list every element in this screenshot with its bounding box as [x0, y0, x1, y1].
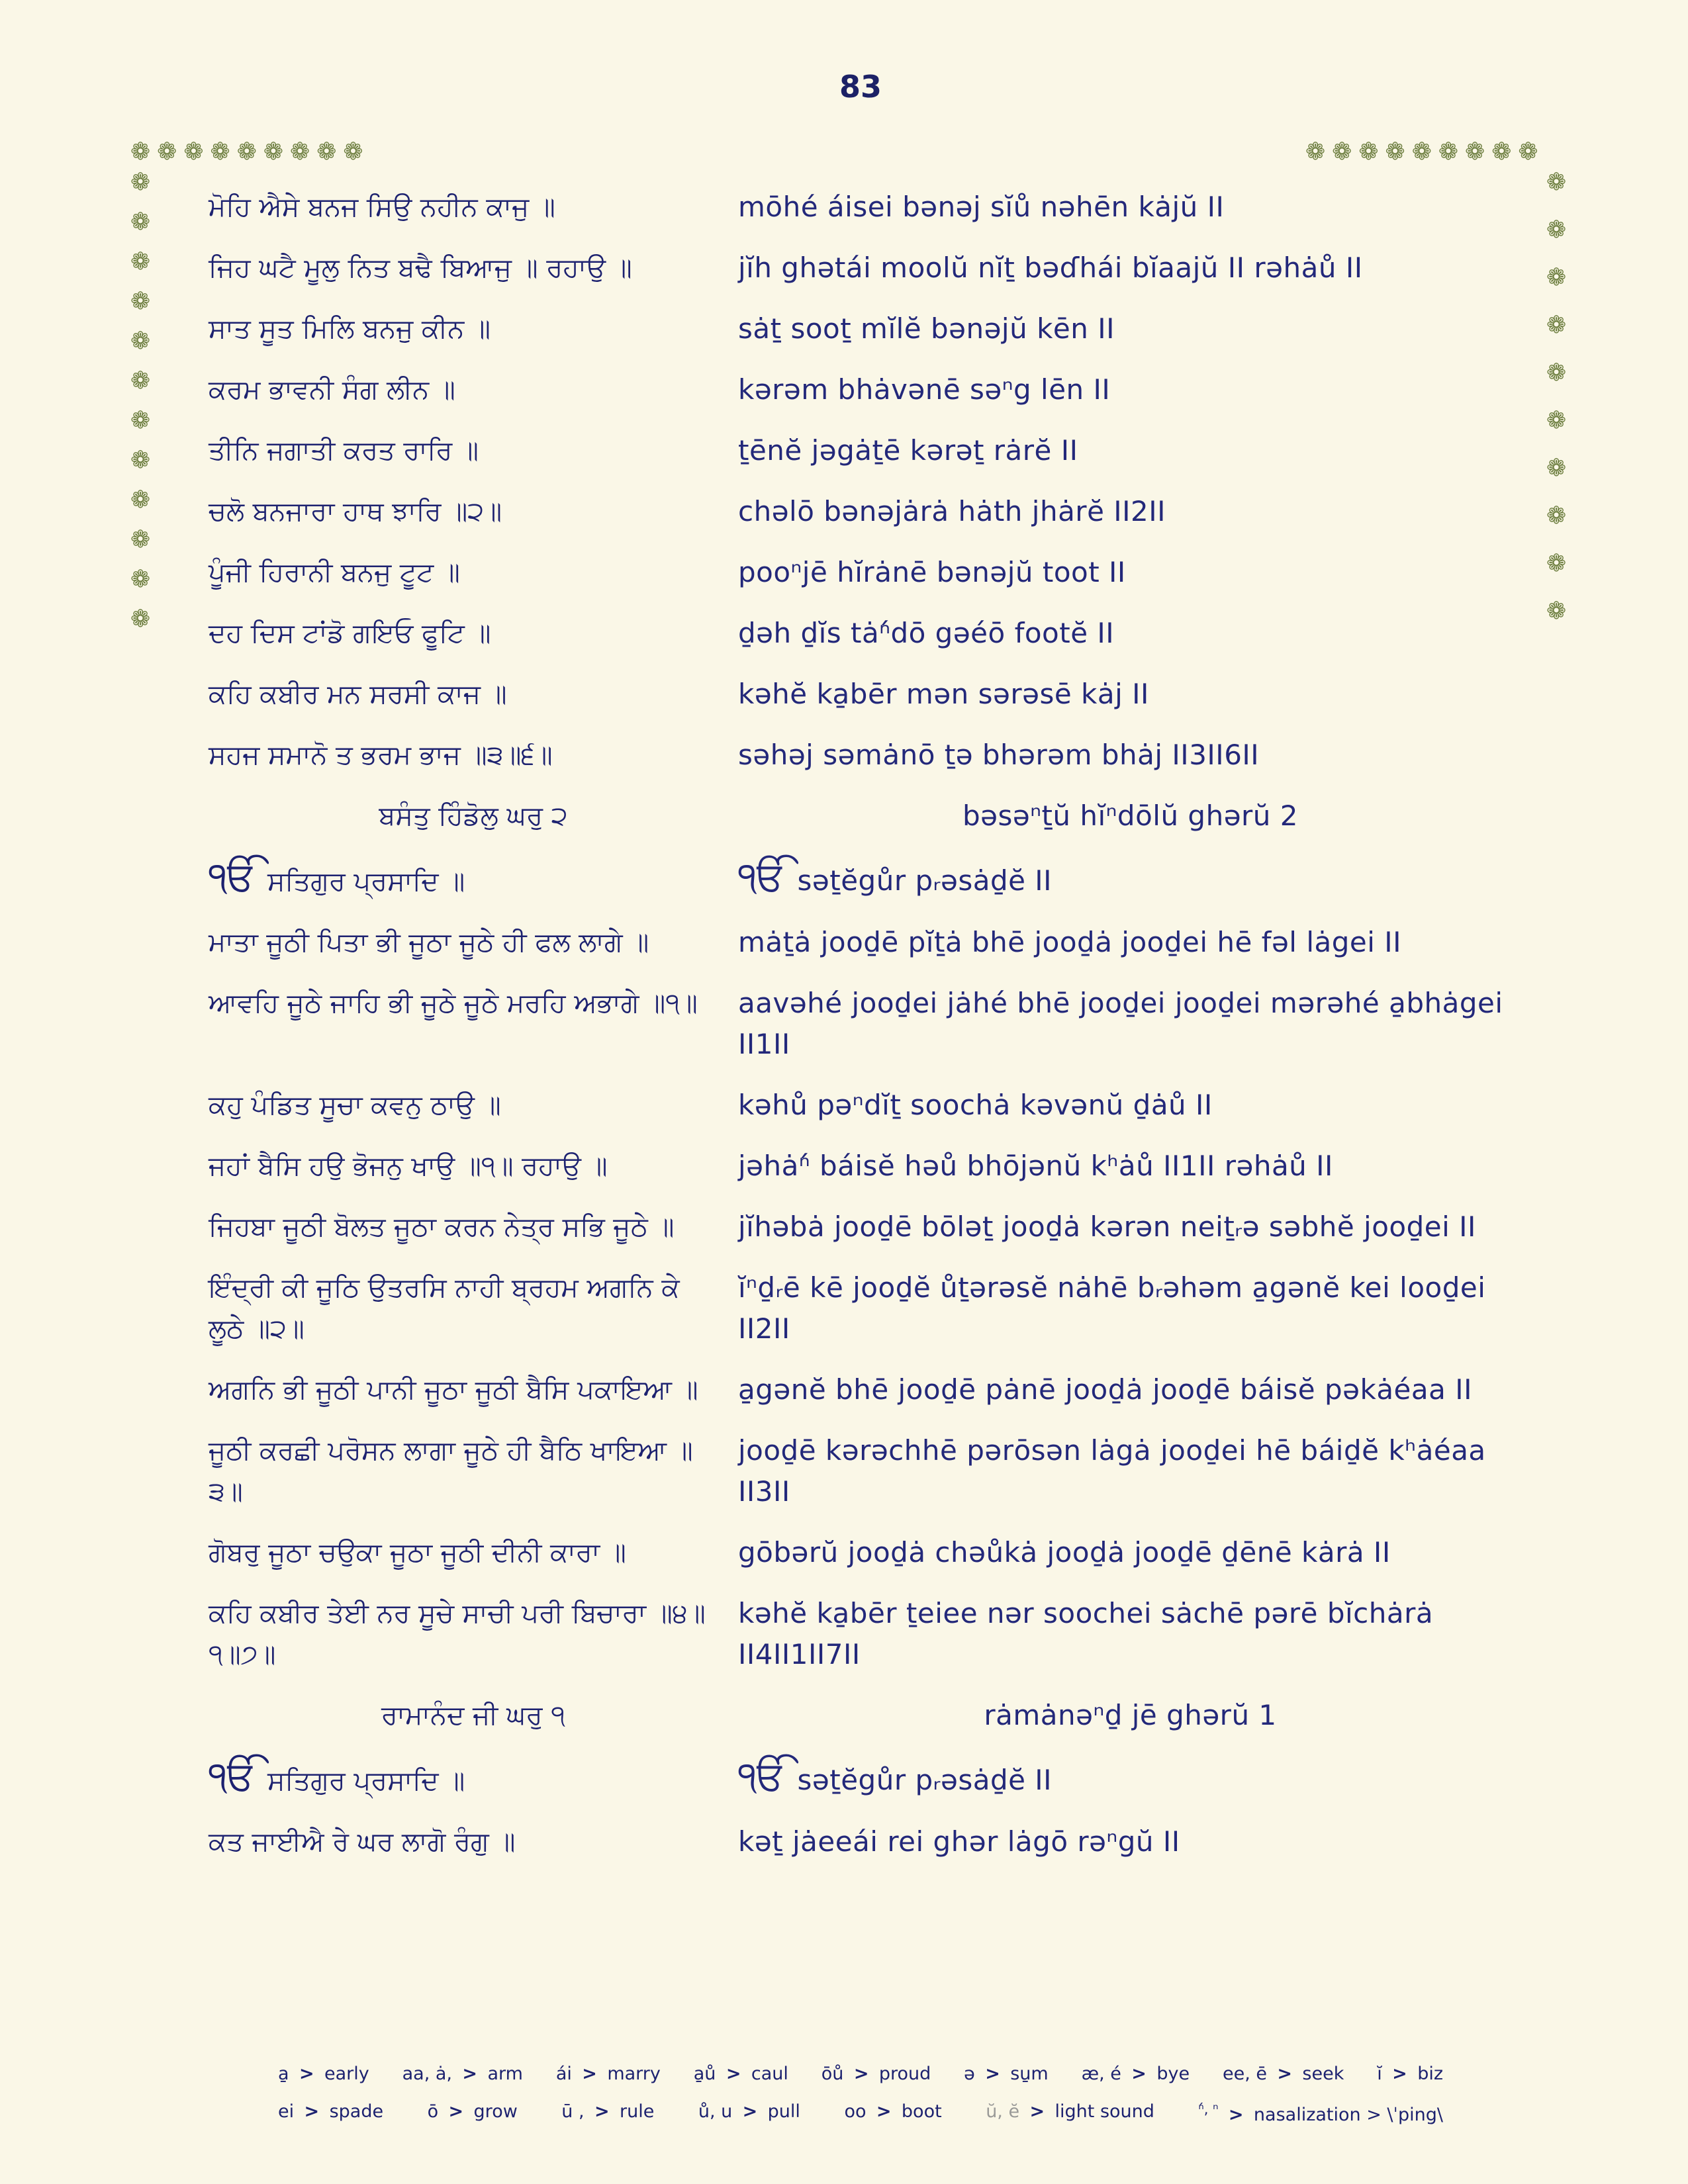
verse-row: [209, 187, 1523, 228]
flower-icon: ❁: [1518, 138, 1538, 165]
ik-onkar-symbol: ੴ: [209, 854, 258, 900]
legend-key: aa, ȧ,: [402, 2064, 453, 2084]
legend-key: ee, ē: [1222, 2064, 1267, 2084]
romanization-text: [738, 1821, 1523, 1862]
romanization-text: [738, 248, 1523, 289]
flower-icon: ❁: [130, 486, 151, 514]
romanization-text: [738, 856, 1523, 901]
flower-icon: ❁: [1546, 502, 1567, 529]
verse-row: [209, 735, 1523, 776]
gurmukhi-line: ਅਗਨਿ ਭੀ ਜੂਠੀ ਪਾਨੀ ਜੂਠਾ ਜੂਠੀ ਬੈਸਿ ਪਕਾਇਆ ॥: [209, 1375, 698, 1405]
verse-row: [209, 552, 1523, 593]
romanization-text: [738, 1369, 1523, 1410]
legend-item: [402, 2064, 523, 2084]
gurmukhi-line: ਰਾਮਾਨੰਦ ਜੀ ਘਰੁ ੧: [381, 1700, 566, 1731]
verse-row: [209, 1206, 1523, 1248]
legend-key: ə: [964, 2064, 975, 2084]
romanization-text: [738, 1753, 1523, 1801]
romanization-text: [738, 1532, 1523, 1573]
gurmukhi-line: ਪੂੰਜੀ ਹਿਰਾਨੀ ਬਨਜੁ ਟੂਟ ॥: [209, 557, 460, 588]
flower-icon: ❁: [130, 606, 151, 633]
gurmukhi-line: ਸਹਜ ਸਮਾਨੋ ਤ ਭਰਮ ਭਾਜ ॥੩॥੬॥: [209, 740, 553, 770]
legend-value: su̱m: [1010, 2064, 1049, 2084]
legend-value: light sound: [1055, 2101, 1154, 2122]
gurmukhi-text: [209, 1593, 738, 1675]
legend-key: ōů: [821, 2064, 844, 2084]
legend-key: ⁿ́, ⁿ: [1198, 2101, 1219, 2117]
legend-row-2: [278, 2101, 1443, 2125]
legend-key: ŭ, ĕ: [986, 2101, 1020, 2122]
flower-icon: ❁: [157, 138, 177, 165]
roman-line: chəlō bənəjȧrȧ hȧth jhȧrĕ II2II: [738, 495, 1166, 527]
flower-icon: ❁: [1546, 312, 1567, 339]
gurmukhi-text: [209, 1085, 738, 1126]
flower-icon: ❁: [130, 248, 151, 275]
roman-line: ṯēnĕ jəgȧṯē kərəṯ rȧrĕ II: [738, 434, 1078, 467]
roman-line: aavəhé jooḏei jȧhé bhē jooḏei jooḏei mərəhé a̱bhȧgei II1II: [738, 987, 1503, 1060]
roman-line: kəṯ jȧeeái rei ghər lȧgō rəⁿgŭ II: [738, 1825, 1180, 1858]
flower-icon: ❁: [130, 447, 151, 474]
romanization-text: [738, 552, 1523, 593]
gurmukhi-line: ਸਤਿਗੁਰ ਪ੍ਰਸਾਦਿ ॥: [267, 1766, 465, 1796]
legend-key: a̱: [278, 2064, 289, 2084]
gurmukhi-text: [209, 674, 738, 715]
flower-icon: ❁: [290, 138, 310, 165]
greater-than-icon: >: [978, 2064, 1007, 2084]
roman-line: mōhé áisei bənəj sĭů nəhēn kȧjŭ II: [738, 191, 1225, 223]
ik-onkar-symbol: ੴ: [209, 1753, 258, 1799]
verse-row: [209, 613, 1523, 654]
gurmukhi-text: [209, 430, 738, 471]
verse-row: [209, 674, 1523, 715]
greater-than-icon: >: [1270, 2064, 1299, 2084]
verse-row: [209, 922, 1523, 963]
greater-than-icon: >: [1385, 2064, 1414, 2084]
gurmukhi-text: [209, 796, 738, 837]
ornament-row-top-right: [1305, 140, 1538, 164]
flower-icon: ❁: [130, 138, 151, 165]
romanization-text: [738, 430, 1523, 471]
verse-row: [209, 248, 1523, 289]
gurmukhi-line: ਸਤਿਗੁਰ ਪ੍ਰਸਾਦਿ ॥: [267, 866, 465, 897]
roman-line: kəhů pəⁿdĭṯ soochȧ kəvənŭ ḏȧů II: [738, 1089, 1213, 1121]
ornament-column-right: [1546, 171, 1566, 623]
gurmukhi-text: [209, 922, 738, 963]
romanization-text: [738, 1430, 1523, 1512]
legend-key: ĭ: [1377, 2064, 1382, 2084]
gurmukhi-line: ਮਾਤਾ ਜੂਠੀ ਪਿਤਾ ਭੀ ਜੂਠਾ ਜੂਠੇ ਹੀ ਫਲ ਲਾਗੇ ॥: [209, 927, 649, 958]
flower-icon: ❁: [183, 138, 204, 165]
roman-line: kəhĕ ka̱bēr mən sərəsē kȧj II: [738, 678, 1149, 710]
flower-icon: ❁: [1411, 138, 1432, 165]
gurmukhi-text: [209, 735, 738, 776]
ornament-column-left: [130, 171, 150, 631]
roman-line: gōbərŭ jooḏȧ chəůkȧ jooḏȧ jooḏē ḏēnē kȧrȧ II: [738, 1536, 1391, 1569]
roman-line: ĭⁿḏᵣē kē jooḏĕ ůṯərəsĕ nȧhē bᵣəhəm a̱gənĕ kei looḏei II2II: [738, 1271, 1486, 1345]
gurmukhi-line: ਚਲੋ ਬਨਜਾਰਾ ਹਾਥ ਝਾਰਿ ॥੨॥: [209, 496, 502, 527]
flower-icon: ❁: [130, 328, 151, 355]
gurmukhi-line: ਗੋਬਰੁ ਜੂਠਾ ਚਉਕਾ ਜੂਠਾ ਜੂਠੀ ਦੀਨੀ ਕਾਰਾ ॥: [209, 1537, 626, 1568]
roman-line: jĭh ghətái moolŭ nĭṯ bəɗhái bĭaajŭ II rəhȧů II: [738, 251, 1363, 284]
gurmukhi-text: [209, 983, 738, 1024]
roman-line: jəhȧⁿ́ báisĕ həů bhōjənŭ kʰȧů II1II rəhȧů II: [738, 1150, 1333, 1182]
romanization-text: [738, 491, 1523, 532]
greater-than-icon: >: [736, 2101, 764, 2122]
ornament-row-top-left: [130, 140, 363, 164]
romanization-text: [738, 922, 1523, 963]
legend-item: [556, 2064, 661, 2084]
romanization-text: [738, 1085, 1523, 1126]
legend-row-1: [278, 2064, 1443, 2084]
verse-row: [209, 308, 1523, 349]
romanization-text: [738, 674, 1523, 715]
legend-value: spade: [329, 2101, 384, 2122]
flower-icon: ❁: [1546, 264, 1567, 291]
flower-icon: ❁: [1358, 138, 1379, 165]
flower-icon: ❁: [263, 138, 284, 165]
roman-line: mȧṯȧ jooḏē pĭṯȧ bhē jooḏȧ jooḏei hē fəl lȧgei II: [738, 926, 1402, 958]
verse-row: [209, 1753, 1523, 1801]
gurmukhi-line: ਜਹਾਂ ਬੈਸਿ ਹਉ ਭੋਜਨੁ ਖਾਉ ॥੧॥ ਰਹਾਉ ॥: [209, 1151, 608, 1181]
gurmukhi-text: [209, 856, 738, 902]
legend-item: [278, 2064, 369, 2084]
legend-key: æ, é: [1081, 2064, 1121, 2084]
gurmukhi-line: ਸਾਤ ਸੂਤ ਮਿਲਿ ਬਨਜੁ ਕੀਨ ॥: [209, 314, 491, 344]
gurmukhi-line: ਜਿਹ ਘਟੈ ਮੂਲੁ ਨਿਤ ਬਢੈ ਬਿਆਜੁ ॥ ਰਹਾਉ ॥: [209, 253, 632, 283]
legend-item: [561, 2101, 654, 2125]
legend-key: ū ,: [561, 2101, 585, 2122]
legend-key: ō: [427, 2101, 439, 2122]
flower-icon: ❁: [210, 138, 230, 165]
verse-row: [209, 1821, 1523, 1862]
legend-item: [428, 2101, 518, 2125]
legend-item: [278, 2101, 383, 2125]
flower-icon: ❁: [130, 566, 151, 593]
legend-value: marry: [607, 2064, 661, 2084]
gurmukhi-line: ਕਹੁ ਪੰਡਿਤ ਸੂਚਾ ਕਵਨੁ ਠਾਉ ॥: [209, 1090, 501, 1120]
gurmukhi-line: ਕਹਿ ਕਬੀਰ ਮਨ ਸਰਸੀ ਕਾਜ ॥: [209, 679, 507, 709]
legend-value: early: [324, 2064, 369, 2084]
verse-row: [209, 983, 1523, 1065]
flower-icon: ❁: [1465, 138, 1485, 165]
flower-icon: ❁: [316, 138, 337, 165]
roman-line: jĭhəbȧ jooḏē bōləṯ jooḏȧ kərən neiṯᵣə səbhĕ jooḏei II: [738, 1210, 1476, 1243]
flower-icon: ❁: [1546, 550, 1567, 577]
roman-line: səhəj səmȧnō ṯə bhərəm bhȧj II3II6II: [738, 739, 1260, 771]
roman-line: jooḏē kərəchhē pərōsən lȧgȧ jooḏei hē báiḏĕ kʰȧéaa II3II: [738, 1434, 1486, 1508]
legend-item: [1223, 2064, 1344, 2084]
gurmukhi-line: ਜੂਠੀ ਕਰਛੀ ਪਰੋਸਨ ਲਾਗਾ ਜੂਠੇ ਹੀ ਬੈਠਿ ਖਾਇਆ ॥੩॥: [209, 1435, 693, 1507]
flower-icon: ❁: [130, 288, 151, 315]
legend-value: grow: [473, 2101, 518, 2122]
roman-line: bəsəⁿṯŭ hĭⁿdōlŭ ghərŭ 2: [962, 799, 1298, 832]
verse-row: [209, 1369, 1523, 1410]
ik-onkar-symbol: ੴ: [738, 854, 787, 900]
gurmukhi-text: [209, 1695, 738, 1736]
roman-line: səṯĕgůr pᵣəsȧḏĕ II: [797, 864, 1053, 897]
legend-value: nasalization > \ˈping\: [1253, 2105, 1443, 2125]
romanization-text: [738, 983, 1523, 1065]
flower-icon: ❁: [1546, 359, 1567, 387]
verse-row: [209, 856, 1523, 902]
legend-item: [1377, 2064, 1443, 2084]
verse-row: [209, 1430, 1523, 1512]
greater-than-icon: >: [588, 2101, 616, 2122]
legend-item: [1082, 2064, 1190, 2084]
flower-icon: ❁: [130, 169, 151, 196]
legend-value: caul: [751, 2064, 788, 2084]
gurmukhi-line: ਬਸੰਤੁ ਹਿੰਡੋਲੁ ਘਰੁ ੨: [379, 801, 568, 831]
legend-key: ei: [278, 2101, 295, 2122]
legend-value: rule: [620, 2101, 655, 2122]
roman-line: rȧmȧnəⁿḏ jē ghərŭ 1: [984, 1699, 1277, 1731]
gurmukhi-text: [209, 1146, 738, 1187]
gurmukhi-line: ਜਿਹਬਾ ਜੂਠੀ ਬੋਲਤ ਜੂਠਾ ਕਰਨ ਨੇਤ੍ਰ ਸਭਿ ਜੂਠੇ ॥: [209, 1212, 675, 1242]
legend-item: [694, 2064, 788, 2084]
gurmukhi-text: [209, 1430, 738, 1512]
gurmukhi-text: [209, 1267, 738, 1349]
gurmukhi-line: ਦਹ ਦਿਸ ਟਾਂਡੋ ਗਇਓ ਫੂਟਿ ॥: [209, 618, 491, 649]
greater-than-icon: >: [456, 2064, 484, 2084]
flower-icon: ❁: [1546, 216, 1567, 244]
roman-line: kəhĕ ka̱bēr ṯeiee nər soochei sȧchē pərē bĭchȧrȧ II4II1II7II: [738, 1597, 1434, 1670]
verse-list: [209, 187, 1523, 1882]
roman-line: pooⁿjē hĭrȧnē bənəjŭ toot II: [738, 556, 1126, 588]
romanization-text: [738, 1206, 1523, 1248]
gurmukhi-text: [209, 369, 738, 410]
legend-value: seek: [1302, 2064, 1344, 2084]
romanization-text: [738, 1695, 1523, 1736]
flower-icon: ❁: [1491, 138, 1512, 165]
verse-row: [209, 796, 1523, 837]
roman-line: səṯĕgůr pᵣəsȧḏĕ II: [797, 1764, 1053, 1796]
pronunciation-legend: [278, 2064, 1443, 2142]
flower-icon: ❁: [130, 208, 151, 236]
romanization-text: [738, 1267, 1523, 1349]
flower-icon: ❁: [1546, 455, 1567, 482]
legend-value: arm: [487, 2064, 523, 2084]
gurmukhi-text: [209, 308, 738, 349]
legend-value: pull: [767, 2101, 800, 2122]
greater-than-icon: >: [575, 2064, 604, 2084]
greater-than-icon: >: [1023, 2101, 1051, 2122]
legend-item: [986, 2101, 1154, 2125]
verse-row: [209, 1267, 1523, 1349]
legend-value: boot: [901, 2101, 942, 2122]
romanization-text: [738, 369, 1523, 410]
gurmukhi-text: [209, 1821, 738, 1862]
gurmukhi-text: [209, 1532, 738, 1573]
page-number: 83: [839, 69, 882, 105]
gurmukhi-text: [209, 248, 738, 289]
romanization-text: [738, 1593, 1523, 1675]
legend-item: [964, 2064, 1049, 2084]
legend-value: proud: [878, 2064, 931, 2084]
legend-item: [844, 2101, 941, 2125]
flower-icon: ❁: [130, 407, 151, 434]
gurmukhi-text: [209, 552, 738, 593]
gurmukhi-line: ਕਤ ਜਾਈਐ ਰੇ ਘਰ ਲਾਗੋ ਰੰਗੁ ॥: [209, 1827, 516, 1857]
verse-row: [209, 1146, 1523, 1187]
verse-row: [209, 491, 1523, 532]
roman-line: kərəm bhȧvənē səⁿg lēn II: [738, 373, 1111, 406]
roman-line: ḏəh ḏĭs tȧⁿ́dō gəéō footĕ II: [738, 617, 1115, 649]
verse-row: [209, 1085, 1523, 1126]
greater-than-icon: >: [293, 2064, 320, 2084]
gurmukhi-text: [209, 1753, 738, 1801]
flower-icon: ❁: [1438, 138, 1459, 165]
greater-than-icon: >: [298, 2101, 326, 2122]
gurmukhi-line: ਕਹਿ ਕਬੀਰ ਤੇਈ ਨਰ ਸੂਚੇ ਸਾਚੀ ਪਰੀ ਬਿਚਾਰਾ ॥੪॥੧॥੭॥: [209, 1598, 706, 1670]
verse-row: [209, 369, 1523, 410]
romanization-text: [738, 613, 1523, 654]
flower-icon: ❁: [343, 138, 363, 165]
flower-icon: ❁: [1546, 169, 1567, 196]
romanization-text: [738, 187, 1523, 228]
roman-line: a̱gənĕ bhē jooḏē pȧnē jooḏȧ jooḏē báisĕ pəkȧéaa II: [738, 1373, 1472, 1406]
legend-key: oo: [844, 2101, 867, 2122]
gurmukhi-text: [209, 491, 738, 532]
gurmukhi-line: ਇੰਦ੍ਰੀ ਕੀ ਜੂਠਿ ਉਤਰਸਿ ਨਾਹੀ ਬ੍ਰਹਮ ਅਗਨਿ ਕੇ ਲੂਠੇ ॥੨॥: [209, 1273, 680, 1344]
flower-icon: ❁: [1385, 138, 1405, 165]
romanization-text: [738, 796, 1523, 837]
verse-row: [209, 1695, 1523, 1736]
legend-value: biz: [1417, 2064, 1443, 2084]
flower-icon: ❁: [1332, 138, 1352, 165]
romanization-text: [738, 1146, 1523, 1187]
legend-key: ái: [555, 2064, 572, 2084]
gurmukhi-line: ਆਵਹਿ ਜੂਠੇ ਜਾਹਿ ਭੀ ਜੂਠੇ ਜੂਠੇ ਮਰਹਿ ਅਭਾਗੇ ॥੧॥: [209, 988, 698, 1019]
romanization-text: [738, 735, 1523, 776]
gurmukhi-line: ਤੀਨਿ ਜਗਾਤੀ ਕਰਤ ਰਾਰਿ ॥: [209, 435, 479, 466]
verse-row: [209, 1593, 1523, 1675]
gurmukhi-text: [209, 187, 738, 228]
greater-than-icon: >: [847, 2064, 875, 2084]
romanization-text: [738, 308, 1523, 349]
flower-icon: ❁: [130, 526, 151, 553]
legend-item: [821, 2064, 931, 2084]
verse-row: [209, 430, 1523, 471]
gurmukhi-text: [209, 1369, 738, 1410]
gurmukhi-text: [209, 1206, 738, 1248]
gurmukhi-line: ਕਰਮ ਭਾਵਨੀ ਸੰਗ ਲੀਨ ॥: [209, 375, 455, 405]
flower-icon: ❁: [130, 367, 151, 394]
greater-than-icon: >: [720, 2064, 747, 2084]
greater-than-icon: >: [870, 2101, 898, 2122]
gurmukhi-line: ਮੋਹਿ ਐਸੇ ਬਨਜ ਸਿਉ ਨਹੀਨ ਕਾਜੁ ॥: [209, 192, 555, 222]
ik-onkar-symbol: ੴ: [738, 1753, 787, 1799]
legend-key: a̱ů: [693, 2064, 716, 2084]
flower-icon: ❁: [236, 138, 257, 165]
flower-icon: ❁: [1305, 138, 1326, 165]
flower-icon: ❁: [1546, 598, 1567, 625]
flower-icon: ❁: [1546, 407, 1567, 434]
gurmukhi-text: [209, 613, 738, 654]
greater-than-icon: >: [1222, 2105, 1250, 2125]
legend-value: bye: [1156, 2064, 1190, 2084]
legend-item: [1198, 2101, 1443, 2125]
legend-key: ů, u: [698, 2101, 733, 2122]
legend-item: [698, 2101, 800, 2125]
greater-than-icon: >: [442, 2101, 470, 2122]
roman-line: sȧṯ sooṯ mĭlĕ bənəjŭ kēn II: [738, 312, 1115, 345]
verse-row: [209, 1532, 1523, 1573]
greater-than-icon: >: [1125, 2064, 1153, 2084]
